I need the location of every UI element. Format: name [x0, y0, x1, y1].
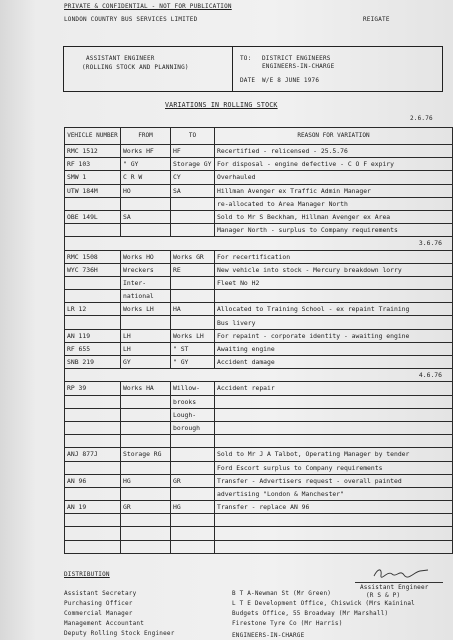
reason-cell: Hillman Avenger ex Traffic Admin Manager — [215, 184, 453, 197]
table-row — [65, 527, 453, 540]
distribution-right-item: B T A-Newman St (Mr Green) — [232, 590, 332, 597]
table-row — [65, 342, 453, 355]
to-cell: GR — [171, 474, 215, 487]
to-cell: " GY — [171, 356, 215, 369]
table-row — [65, 448, 453, 461]
table-row — [65, 276, 453, 289]
table-row — [65, 303, 453, 316]
to-cell: CY — [171, 171, 215, 184]
distribution-right-item: Budgets Office, 55 Broadway (Mr Marshall) — [232, 610, 389, 617]
distribution-left-item: Deputy Rolling Stock Engineer — [64, 630, 175, 637]
vehicle-cell — [65, 408, 121, 421]
distribution-right-item: L T E Development Office, Chiswick (Mrs Kaininal — [232, 600, 415, 607]
vehicle-cell: RMC 1508 — [65, 250, 121, 263]
to-cell: HA — [171, 303, 215, 316]
vehicle-cell — [65, 395, 121, 408]
from-line-2: (ROLLING STOCK AND PLANNING) — [82, 64, 189, 71]
table-row — [65, 197, 453, 210]
from-cell — [121, 421, 171, 434]
table-row — [65, 329, 453, 342]
table-row — [65, 290, 453, 303]
to-label: TO: — [240, 55, 252, 62]
company-name: LONDON COUNTRY BUS SERVICES LIMITED — [64, 16, 198, 23]
from-cell: Works HA — [121, 382, 171, 395]
from-line-1: ASSISTANT ENGINEER — [86, 55, 155, 62]
from-cell: Storage RG — [121, 448, 171, 461]
to-cell: HG — [171, 501, 215, 514]
reason-cell: Sold to Mr S Beckham, Hillman Avenger ex Area — [215, 210, 453, 223]
table-row — [65, 184, 453, 197]
reason-cell: Manager North - surplus to Company requirements — [215, 224, 453, 237]
signature-line — [355, 582, 443, 583]
to-cell: Storage GY — [171, 158, 215, 171]
to-cell — [171, 461, 215, 474]
to-cell: borough — [171, 421, 215, 434]
from-cell — [121, 540, 171, 553]
from-cell: Works LH — [121, 303, 171, 316]
vehicle-cell: ANJ 877J — [65, 448, 121, 461]
vehicle-cell: UTW 184M — [65, 184, 121, 197]
table-row — [65, 369, 453, 382]
to-cell: brooks — [171, 395, 215, 408]
table-row — [65, 408, 453, 421]
from-cell: Wreckers — [121, 263, 171, 276]
table-row — [65, 474, 453, 487]
vehicle-cell — [65, 527, 121, 540]
vehicle-cell — [65, 487, 121, 500]
vehicle-cell: AN 19 — [65, 501, 121, 514]
reason-cell: Overhauled — [215, 171, 453, 184]
reason-cell — [215, 290, 453, 303]
distribution-left-item: Commercial Manager — [64, 610, 133, 617]
table-header-row — [65, 128, 453, 145]
to-cell — [171, 514, 215, 527]
vehicle-cell — [65, 290, 121, 303]
date-value: W/E 8 JUNE 1976 — [262, 77, 320, 84]
reason-cell: Accident damage — [215, 356, 453, 369]
to-cell: Works GR — [171, 250, 215, 263]
vehicle-cell — [65, 540, 121, 553]
rolling-stock-table — [64, 127, 453, 554]
to-cell: HF — [171, 145, 215, 158]
reason-cell: Accident repair — [215, 382, 453, 395]
col-header-reason: REASON FOR VARIATION — [215, 128, 453, 145]
table-row — [65, 316, 453, 329]
vehicle-cell — [65, 224, 121, 237]
reason-cell — [215, 527, 453, 540]
to-cell: " ST — [171, 342, 215, 355]
reason-cell — [215, 540, 453, 553]
distribution-label: DISTRIBUTION — [64, 571, 110, 578]
from-cell: HO — [121, 184, 171, 197]
table-row — [65, 514, 453, 527]
first-date: 2.6.76 — [410, 115, 433, 122]
table-row — [65, 540, 453, 553]
to-cell — [171, 210, 215, 223]
distribution-right-item: Firestone Tyre Co (Mr Harris) — [232, 620, 343, 627]
classification-notice: PRIVATE & CONFIDENTIAL - NOT FOR PUBLICATION — [64, 3, 232, 10]
table-row — [65, 382, 453, 395]
from-cell — [121, 395, 171, 408]
from-cell: GR — [121, 501, 171, 514]
from-cell — [121, 316, 171, 329]
vehicle-cell: AN 96 — [65, 474, 121, 487]
reason-cell: re-allocated to Area Manager North — [215, 197, 453, 210]
reason-cell — [215, 435, 453, 448]
from-cell: Inter- — [121, 276, 171, 289]
table-row — [65, 356, 453, 369]
to-cell — [171, 527, 215, 540]
vehicle-cell: LR 12 — [65, 303, 121, 316]
date-label: DATE — [240, 77, 256, 84]
table-row — [65, 250, 453, 263]
vehicle-cell — [65, 316, 121, 329]
from-cell — [121, 224, 171, 237]
table-row — [65, 263, 453, 276]
distribution-left-item: Management Accountant — [64, 620, 145, 627]
distribution-right-item: ENGINEERS-IN-CHARGE — [232, 632, 305, 639]
signatory-dept: (R S & P) — [366, 592, 401, 599]
col-header-vehicle: VEHICLE NUMBER — [65, 128, 121, 145]
from-cell: " GY — [121, 158, 171, 171]
to-cell: Lough- — [171, 408, 215, 421]
header-divider — [232, 47, 233, 91]
to-cell — [171, 290, 215, 303]
memo-header-box — [63, 46, 443, 92]
to-cell — [171, 197, 215, 210]
date-separator: 4.6.76 — [65, 369, 453, 382]
from-cell: LH — [121, 329, 171, 342]
to-cell: Works LH — [171, 329, 215, 342]
to-cell — [171, 540, 215, 553]
to-cell — [171, 435, 215, 448]
to-line-1: DISTRICT ENGINEERS — [262, 55, 331, 62]
vehicle-cell: AN 119 — [65, 329, 121, 342]
to-cell — [171, 276, 215, 289]
table-row — [65, 171, 453, 184]
from-cell: C R W — [121, 171, 171, 184]
from-cell: national — [121, 290, 171, 303]
to-cell — [171, 487, 215, 500]
reason-cell: Ford Escort surplus to Company requirements — [215, 461, 453, 474]
from-cell: Works HF — [121, 145, 171, 158]
vehicle-cell: RF 103 — [65, 158, 121, 171]
vehicle-cell: RF 655 — [65, 342, 121, 355]
distribution-left-item: Assistant Secretary — [64, 590, 137, 597]
from-cell: GY — [121, 356, 171, 369]
vehicle-cell — [65, 461, 121, 474]
to-cell: RE — [171, 263, 215, 276]
location: REIGATE — [363, 16, 390, 23]
table-row — [65, 224, 453, 237]
from-cell — [121, 435, 171, 448]
from-cell — [121, 487, 171, 500]
vehicle-cell — [65, 435, 121, 448]
from-cell — [121, 514, 171, 527]
to-line-2: ENGINEERS-IN-CHARGE — [262, 63, 335, 70]
reason-cell: Bus livery — [215, 316, 453, 329]
vehicle-cell — [65, 197, 121, 210]
table-row — [65, 435, 453, 448]
reason-cell: Sold to Mr J A Talbot, Operating Manager by tender — [215, 448, 453, 461]
vehicle-cell: RMC 1512 — [65, 145, 121, 158]
table-row — [65, 395, 453, 408]
table-row — [65, 421, 453, 434]
reason-cell: For disposal - engine defective - C O F expiry — [215, 158, 453, 171]
to-cell: SA — [171, 184, 215, 197]
reason-cell — [215, 421, 453, 434]
from-cell: Works HO — [121, 250, 171, 263]
from-cell: LH — [121, 342, 171, 355]
reason-cell — [215, 408, 453, 421]
vehicle-cell — [65, 514, 121, 527]
reason-cell — [215, 514, 453, 527]
table-row — [65, 158, 453, 171]
vehicle-cell: WYC 736H — [65, 263, 121, 276]
from-cell — [121, 461, 171, 474]
to-cell — [171, 316, 215, 329]
table-row — [65, 145, 453, 158]
to-cell — [171, 448, 215, 461]
from-cell: SA — [121, 210, 171, 223]
table-row — [65, 501, 453, 514]
col-header-to: TO — [171, 128, 215, 145]
vehicle-cell: SMW 1 — [65, 171, 121, 184]
table-row — [65, 461, 453, 474]
vehicle-cell — [65, 276, 121, 289]
reason-cell: Transfer - replace AN 96 — [215, 501, 453, 514]
reason-cell: For repaint - corporate identity - awaiting engine — [215, 329, 453, 342]
table-row — [65, 237, 453, 250]
vehicle-cell: SNB 219 — [65, 356, 121, 369]
col-header-from: FROM — [121, 128, 171, 145]
reason-cell: Recertified - relicensed - 25.5.76 — [215, 145, 453, 158]
signature-mark — [372, 566, 432, 580]
to-cell — [171, 224, 215, 237]
reason-cell: Transfer - Advertisers request - overall painted — [215, 474, 453, 487]
signatory-title: Assistant Engineer — [360, 584, 429, 591]
vehicle-cell — [65, 421, 121, 434]
from-cell: HG — [121, 474, 171, 487]
reason-cell: New vehicle into stock - Mercury breakdown lorry — [215, 263, 453, 276]
reason-cell: Allocated to Training School - ex repaint Training — [215, 303, 453, 316]
distribution-left-item: Purchasing Officer — [64, 600, 133, 607]
reason-cell: advertising "London & Manchester" — [215, 487, 453, 500]
vehicle-cell: RP 39 — [65, 382, 121, 395]
from-cell — [121, 197, 171, 210]
reason-cell: Awaiting engine — [215, 342, 453, 355]
table-row — [65, 210, 453, 223]
table-row — [65, 487, 453, 500]
reason-cell: For recertification — [215, 250, 453, 263]
document-title: VARIATIONS IN ROLLING STOCK — [165, 101, 278, 109]
reason-cell — [215, 395, 453, 408]
from-cell — [121, 408, 171, 421]
date-separator: 3.6.76 — [65, 237, 453, 250]
to-cell: Willow- — [171, 382, 215, 395]
reason-cell: Fleet No H2 — [215, 276, 453, 289]
from-cell — [121, 527, 171, 540]
vehicle-cell: OBE 149L — [65, 210, 121, 223]
